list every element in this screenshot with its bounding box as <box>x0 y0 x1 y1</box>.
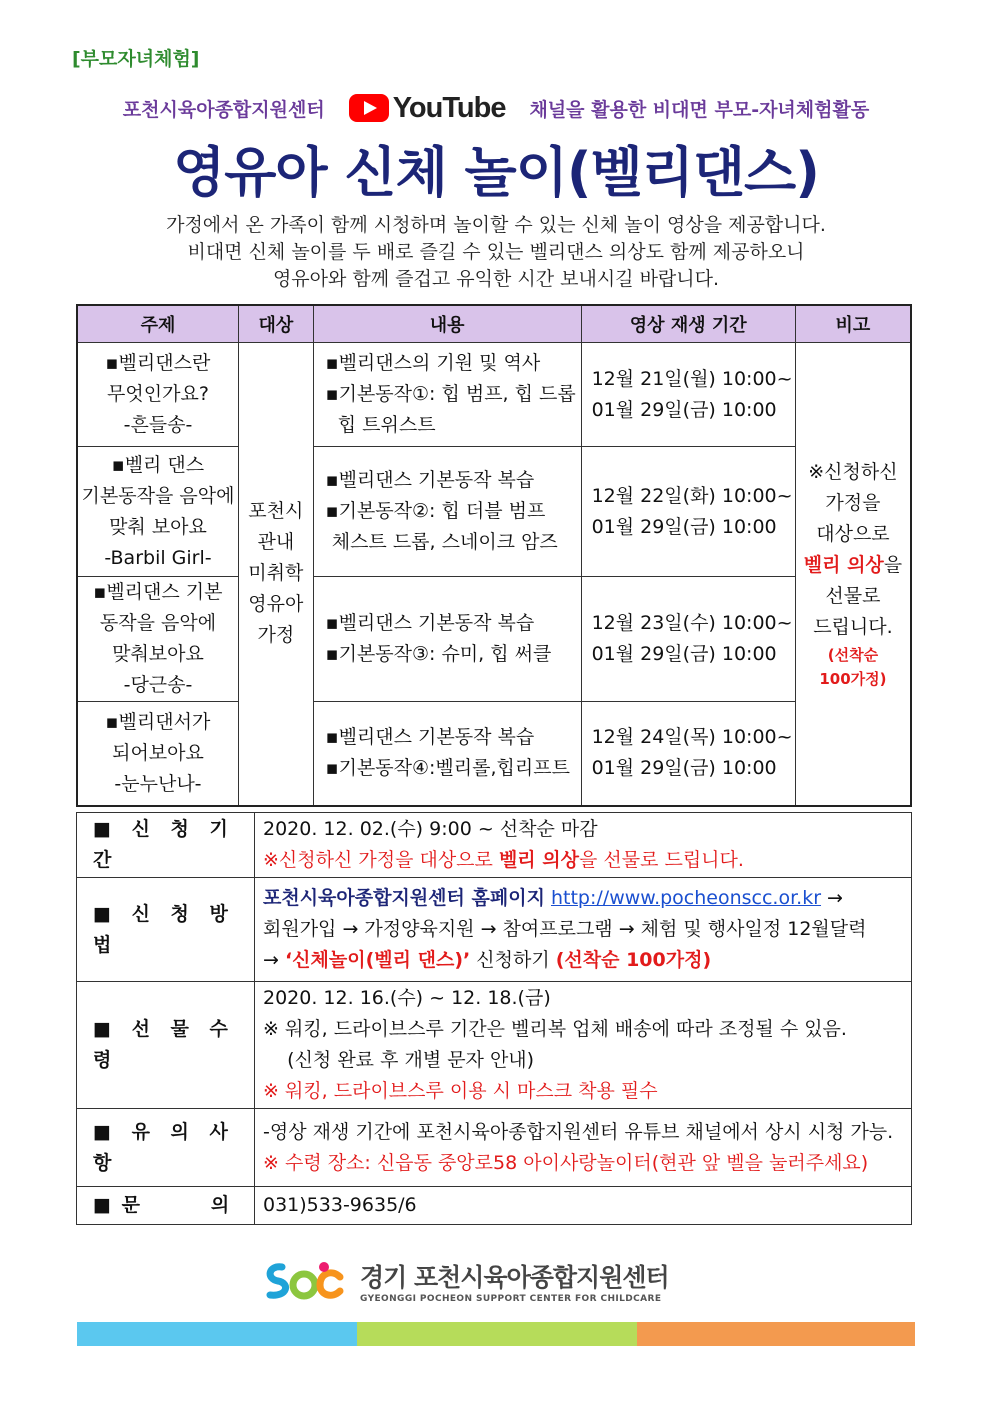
intro-line: 가정에서 온 가족이 함께 시청하며 놀이할 수 있는 신체 놀이 영상을 제공합니다. <box>166 214 826 236</box>
table-row <box>77 343 911 447</box>
info-warning: ※ 수령 장소: 신읍동 중앙로58 아이사랑놀이터(현관 앞 벨을 눌러주세요) <box>263 1151 869 1174</box>
info-row-method <box>77 878 912 982</box>
youtube-wordmark: YouTube <box>392 91 506 124</box>
table-header-row <box>77 305 911 343</box>
contact-value: 031)533-9635/6 <box>255 1187 912 1225</box>
topic-cell <box>77 577 238 702</box>
program-name: ‘신체놀이(벨리 댄스)’ <box>284 949 471 971</box>
note-line: 대상으로 <box>816 522 890 545</box>
topic-line: -눈누난나- <box>114 772 202 795</box>
page-title: 영유아 신체 놀이(벨리댄스) <box>173 141 819 204</box>
target-line: 미취학 <box>248 562 304 585</box>
content-cell <box>313 577 581 702</box>
center-logo-icon <box>262 1261 348 1301</box>
period-start: 12월 21일(월) 10:00~ <box>591 367 793 390</box>
content-cell <box>313 447 581 577</box>
note-line: 가정을 <box>825 491 881 514</box>
logo-name-en: GYEONGGI POCHEON SUPPORT CENTER FOR CHILDCARE <box>360 1294 662 1304</box>
topic-line: ▪벨리댄스란 <box>105 352 211 374</box>
center-name: 포천시육아종합지원센터 <box>122 98 325 121</box>
content-line: ▪기본동작①: 힙 범프, 힙 드롭 <box>325 383 576 405</box>
topic-line: -당근송- <box>123 674 193 696</box>
period-cell <box>581 447 795 577</box>
topic-line: ▪벨리댄스 기본 <box>93 581 223 603</box>
info-line <box>263 845 910 876</box>
info-label: ■ 선 물 수 령 <box>77 982 255 1109</box>
content-cell <box>313 702 581 806</box>
header-note: 비고 <box>795 305 911 343</box>
info-label: ■ 문 의 <box>77 1187 255 1225</box>
table-row <box>77 447 911 577</box>
table-row <box>77 577 911 702</box>
footer-bar-green <box>357 1322 637 1346</box>
info-label: ■ 유 의 사 항 <box>77 1109 255 1187</box>
target-line: 가정 <box>257 624 295 647</box>
content-line: ▪벨리댄스의 기원 및 역사 <box>325 352 541 374</box>
youtube-logo <box>349 92 506 125</box>
footer-bar-orange <box>637 1322 915 1346</box>
period-cell <box>581 343 795 447</box>
info-line: -영상 재생 기간에 포천시육아종합지원센터 유튜브 채널에서 상시 시청 가능. <box>263 1120 894 1143</box>
subheading <box>0 90 992 126</box>
header-content: 내용 <box>313 305 581 343</box>
topic-line: 되어보아요 <box>112 741 204 764</box>
youtube-play-icon <box>349 94 389 122</box>
footer-bar-blue <box>77 1322 357 1346</box>
info-value <box>255 1109 912 1187</box>
target-line: 영유아 <box>248 593 304 616</box>
note-line: 드립니다. <box>813 615 893 638</box>
info-table <box>76 812 912 1225</box>
info-value <box>255 982 912 1109</box>
note-limit: (선착순 <box>827 645 879 664</box>
note-limit: 100가정) <box>819 669 887 688</box>
note-line: ※신청하신 <box>808 460 898 483</box>
limit-note: (선착순 100가정) <box>555 949 712 971</box>
period-end: 01월 29일(금) 10:00 <box>591 757 777 780</box>
content-line: ▪벨리댄스 기본동작 복습 <box>325 726 535 749</box>
content-line: ▪기본동작③: 슈미, 힙 써클 <box>325 643 552 665</box>
period-start: 12월 22일(화) 10:00~ <box>591 484 793 507</box>
period-end: 01월 29일(금) 10:00 <box>591 398 777 421</box>
schedule-table <box>76 304 912 807</box>
note-cell <box>795 343 911 806</box>
topic-line: 무엇인가요? <box>107 383 209 405</box>
topic-line: -Barbil Girl- <box>104 546 212 569</box>
info-row-period <box>77 813 912 878</box>
info-text: 신청하기 <box>470 949 556 971</box>
arrow-text: → <box>821 887 843 909</box>
content-cell <box>313 343 581 447</box>
info-line <box>263 945 910 976</box>
topic-cell <box>77 702 238 806</box>
info-value <box>255 878 912 982</box>
topic-line: 동작을 음악에 <box>99 612 217 634</box>
note-line: 선물로 <box>825 584 881 607</box>
period-cell <box>581 702 795 806</box>
info-note: 을 선물로 드립니다. <box>578 849 744 871</box>
info-row-gift <box>77 982 912 1109</box>
topic-line: ▪벨리댄서가 <box>105 710 211 733</box>
topic-line: 맞춰보아요 <box>112 643 204 665</box>
content-line: 힙 트위스트 <box>325 414 436 436</box>
content-line: ▪벨리댄스 기본동작 복습 <box>325 469 535 491</box>
content-line: 체스트 드롭, 스네이크 암즈 <box>325 531 558 553</box>
info-line: 회원가입 → 가정양육지원 → 참여프로그램 → 체험 및 행사일정 12월달력 <box>263 918 867 940</box>
table-row <box>77 702 911 806</box>
target-cell <box>238 343 313 806</box>
arrow-text: → <box>263 949 285 971</box>
info-line: ※ 워킹, 드라이브스루 기간은 벨리복 업체 배송에 따라 조정될 수 있음. <box>263 1018 847 1040</box>
center-logo <box>262 1258 732 1304</box>
content-line: ▪벨리댄스 기본동작 복습 <box>325 612 535 634</box>
note-text: 을 <box>883 553 903 576</box>
info-line: (신청 완료 후 개별 문자 안내) <box>263 1049 535 1071</box>
header-topic: 주제 <box>77 305 238 343</box>
document-tag: [부모자녀체험] <box>72 48 200 70</box>
info-line <box>263 883 910 914</box>
info-note: ※신청하신 가정을 대상으로 <box>263 849 499 871</box>
period-cell <box>581 577 795 702</box>
homepage-link[interactable]: http://www.pocheonscc.or.kr <box>550 887 822 909</box>
info-highlight: 벨리 의상 <box>498 849 579 871</box>
target-line: 포천시 <box>248 500 304 523</box>
note-highlight: 벨리 의상 <box>803 553 884 576</box>
info-warning: ※ 워킹, 드라이브스루 이용 시 마스크 착용 필수 <box>263 1080 658 1102</box>
channel-description: 채널을 활용한 비대면 부모-자녀체험활동 <box>529 98 870 121</box>
info-row-contact <box>77 1187 912 1225</box>
homepage-name: 포천시육아종합지원센터 홈페이지 <box>263 887 545 909</box>
intro-line: 비대면 신체 놀이를 두 배로 즐길 수 있는 벨리댄스 의상도 함께 제공하오니 <box>187 241 805 263</box>
target-line: 관내 <box>257 531 295 554</box>
topic-line: -흔들송- <box>123 414 193 436</box>
topic-line: 맞춰 보아요 <box>109 515 207 538</box>
intro-line: 영유아와 함께 즐겁고 유익한 시간 보내시길 바랍니다. <box>272 268 720 290</box>
center-logo-text <box>360 1258 669 1304</box>
info-row-notes <box>77 1109 912 1187</box>
info-label: ■ 신 청 방 법 <box>77 878 255 982</box>
period-start: 12월 24일(목) 10:00~ <box>591 726 793 749</box>
intro-text <box>0 212 992 293</box>
header-target: 대상 <box>238 305 313 343</box>
header-period: 영상 재생 기간 <box>581 305 795 343</box>
content-line: ▪기본동작②: 힙 더블 범프 <box>325 500 546 522</box>
content-line: ▪기본동작④:벨리롤,힙리프트 <box>325 757 570 780</box>
topic-line: 기본동작을 음악에 <box>81 484 235 507</box>
period-end: 01월 29일(금) 10:00 <box>591 515 777 538</box>
topic-line: ▪벨리 댄스 <box>111 453 205 476</box>
logo-name-kr: 경기 포천시육아종합지원센터 <box>360 1263 669 1292</box>
period-end: 01월 29일(금) 10:00 <box>591 643 777 665</box>
info-line: 2020. 12. 02.(수) 9:00 ~ 선착순 마감 <box>263 818 598 840</box>
period-start: 12월 23일(수) 10:00~ <box>591 612 793 634</box>
topic-cell <box>77 343 238 447</box>
note-line <box>796 550 910 581</box>
info-label: ■ 신 청 기 간 <box>77 813 255 878</box>
info-value <box>255 813 912 878</box>
topic-cell <box>77 447 238 577</box>
info-line: 2020. 12. 16.(수) ~ 12. 18.(금) <box>263 987 551 1009</box>
